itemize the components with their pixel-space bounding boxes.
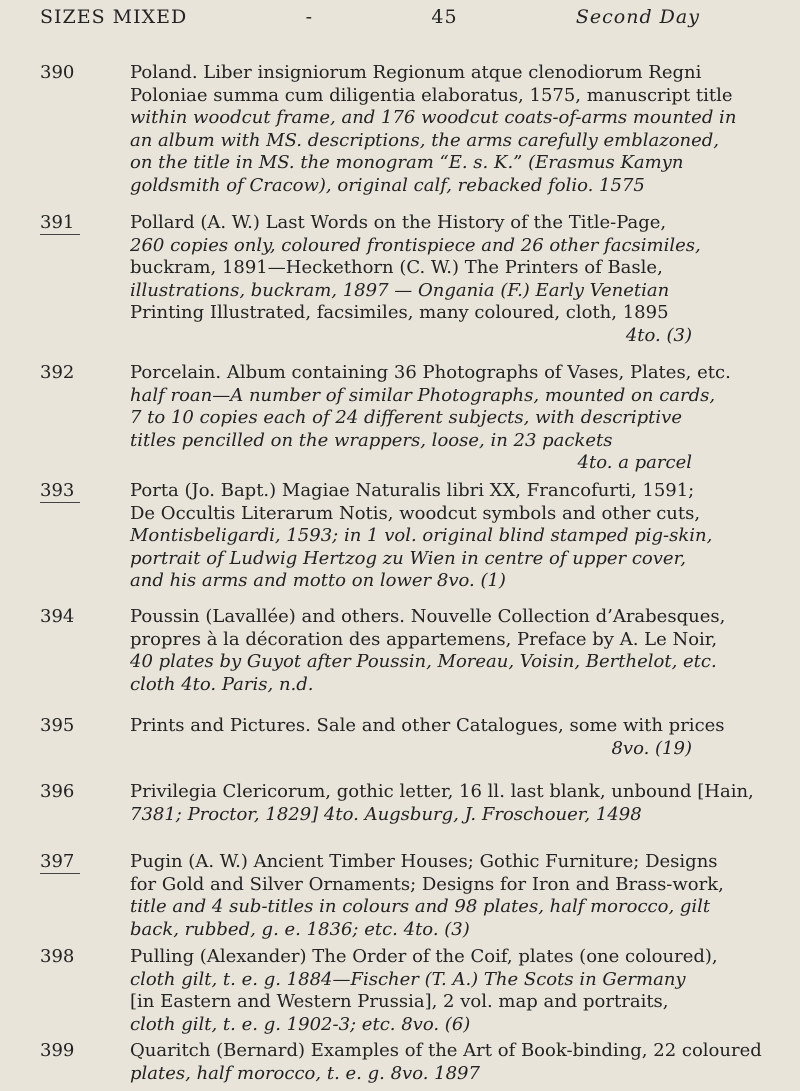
lot-line: Montisbeligardi, 1593; in 1 vol. original blind stamped pig-skin, (130, 525, 713, 546)
lot-line: titles pencilled on the wrappers, loose, in 23 packets (130, 429, 613, 451)
lot-line: Privilegia Clericorum, gothic letter, 16 ll. last blank, unbound [Hain, (130, 781, 754, 802)
lot-line: on the title in MS. the monogram “E. s. K.” (Erasmus Kamyn (130, 152, 684, 173)
lot-395 (40, 715, 725, 760)
lot-description (130, 212, 700, 347)
lot-number: 398 (40, 946, 75, 967)
lot-line: and his arms and motto on lower 8vo. (1) (130, 570, 506, 591)
header-dash: - (305, 6, 314, 28)
page-number: 45 (431, 6, 458, 28)
lot-line: Pulling (Alexander) The Order of the Coif, plates (one coloured), (130, 946, 718, 967)
margin-mark (40, 502, 80, 503)
lot-line: illustrations, buckram, 1897 — Ongania (F.) Early Venetian (130, 279, 670, 301)
lot-399 (40, 1040, 762, 1085)
lot-number: 393 (40, 480, 75, 501)
lot-392 (40, 362, 731, 475)
header-right: Second Day (575, 6, 700, 28)
lot-line: cloth gilt, t. e. g. 1884—Fischer (T. A.) The Scots in Germany (130, 968, 686, 990)
margin-mark (40, 873, 80, 874)
lot-398 (40, 946, 718, 1036)
lot-line: 8vo. (19) (611, 737, 692, 759)
lot-line: 40 plates by Guyot after Poussin, Moreau, Voisin, Berthelot, etc. (130, 651, 717, 672)
lot-397 (40, 851, 724, 941)
lot-line: cloth gilt, t. e. g. 1902-3; etc. 8vo. (6) (130, 1013, 471, 1035)
lot-line: title and 4 sub-titles in colours and 98 plates, half morocco, gilt (130, 896, 711, 917)
lot-line: back, rubbed, g. e. 1836; etc. 4to. (3) (130, 918, 470, 940)
lot-number: 396 (40, 781, 75, 802)
lot-line: plates, half morocco, t. e. g. 8vo. 1897 (130, 1062, 480, 1084)
lot-line: 4to. a parcel (577, 452, 692, 473)
lot-line: Poloniae summa cum diligentia elaboratus, 1575, manuscript title (130, 84, 733, 106)
lot-line: 260 copies only, coloured frontispiece and 26 other facsimiles, (130, 234, 701, 256)
lot-line: Poussin (Lavallée) and others. Nouvelle Collection d’Arabesques, (130, 606, 726, 627)
lot-line: 7381; Proctor, 1829] 4to. Augsburg, J. Froschouer, 1498 (130, 803, 642, 825)
lot-line: Pugin (A. W.) Ancient Timber Houses; Gothic Furniture; Designs (130, 851, 718, 872)
lot-number: 394 (40, 606, 75, 627)
lot-description (130, 781, 754, 826)
lot-line: within woodcut frame, and 176 woodcut coats-of-arms mounted in (130, 107, 737, 128)
lot-description (130, 362, 731, 475)
lot-line: Porcelain. Album containing 36 Photographs of Vases, Plates, etc. (130, 362, 731, 383)
lot-line: [in Eastern and Western Prussia], 2 vol. map and portraits, (130, 991, 669, 1012)
lot-description (130, 480, 713, 593)
lot-line: 4to. (3) (625, 324, 692, 346)
lot-description (130, 1040, 762, 1085)
lot-number: 392 (40, 362, 75, 383)
lot-line: Porta (Jo. Bapt.) Magiae Naturalis libri XX, Francofurti, 1591; (130, 480, 695, 501)
lot-description (130, 715, 725, 760)
lot-description (130, 606, 726, 696)
lot-line: for Gold and Silver Ornaments; Designs for Iron and Brass-work, (130, 873, 724, 895)
lot-number: 391 (40, 212, 75, 233)
lot-line: Quaritch (Bernard) Examples of the Art of Book-binding, 22 coloured (130, 1040, 762, 1061)
lot-line: an album with MS. descriptions, the arms carefully emblazoned, (130, 129, 720, 151)
lot-396 (40, 781, 754, 826)
lot-line: Prints and Pictures. Sale and other Catalogues, some with prices (130, 715, 725, 736)
lot-line: goldsmith of Cracow), original calf, rebacked folio. 1575 (130, 174, 645, 196)
lot-line: Poland. Liber insigniorum Regionum atque clenodiorum Regni (130, 62, 702, 83)
lot-description (130, 851, 724, 941)
lot-391 (40, 212, 700, 347)
lot-394 (40, 606, 726, 696)
lot-390 (40, 62, 737, 197)
page-header (40, 6, 700, 28)
lot-line: buckram, 1891—Heckethorn (C. W.) The Printers of Basle, (130, 257, 663, 278)
lot-description (130, 62, 737, 197)
lot-description (130, 946, 718, 1036)
lot-line: 7 to 10 copies each of 24 different subjects, with descriptive (130, 407, 682, 428)
margin-mark (40, 234, 80, 235)
lot-393 (40, 480, 713, 593)
lot-line: De Occultis Literarum Notis, woodcut symbols and other cuts, (130, 502, 701, 524)
lot-line: half roan—A number of similar Photographs, mounted on cards, (130, 384, 716, 406)
lot-number: 390 (40, 62, 75, 83)
lot-line: portrait of Ludwig Hertzog zu Wien in centre of upper cover, (130, 547, 686, 569)
header-left: SIZES MIXED (40, 6, 188, 28)
lot-line: Pollard (A. W.) Last Words on the History of the Title-Page, (130, 212, 667, 233)
lot-number: 395 (40, 715, 75, 736)
lot-line: cloth 4to. Paris, n.d. (130, 673, 314, 695)
lot-line: propres à la décoration des appartemens, Preface by A. Le Noir, (130, 628, 718, 650)
lot-number: 399 (40, 1040, 75, 1061)
lot-number: 397 (40, 851, 75, 872)
lot-line: Printing Illustrated, facsimiles, many coloured, cloth, 1895 (130, 302, 669, 323)
